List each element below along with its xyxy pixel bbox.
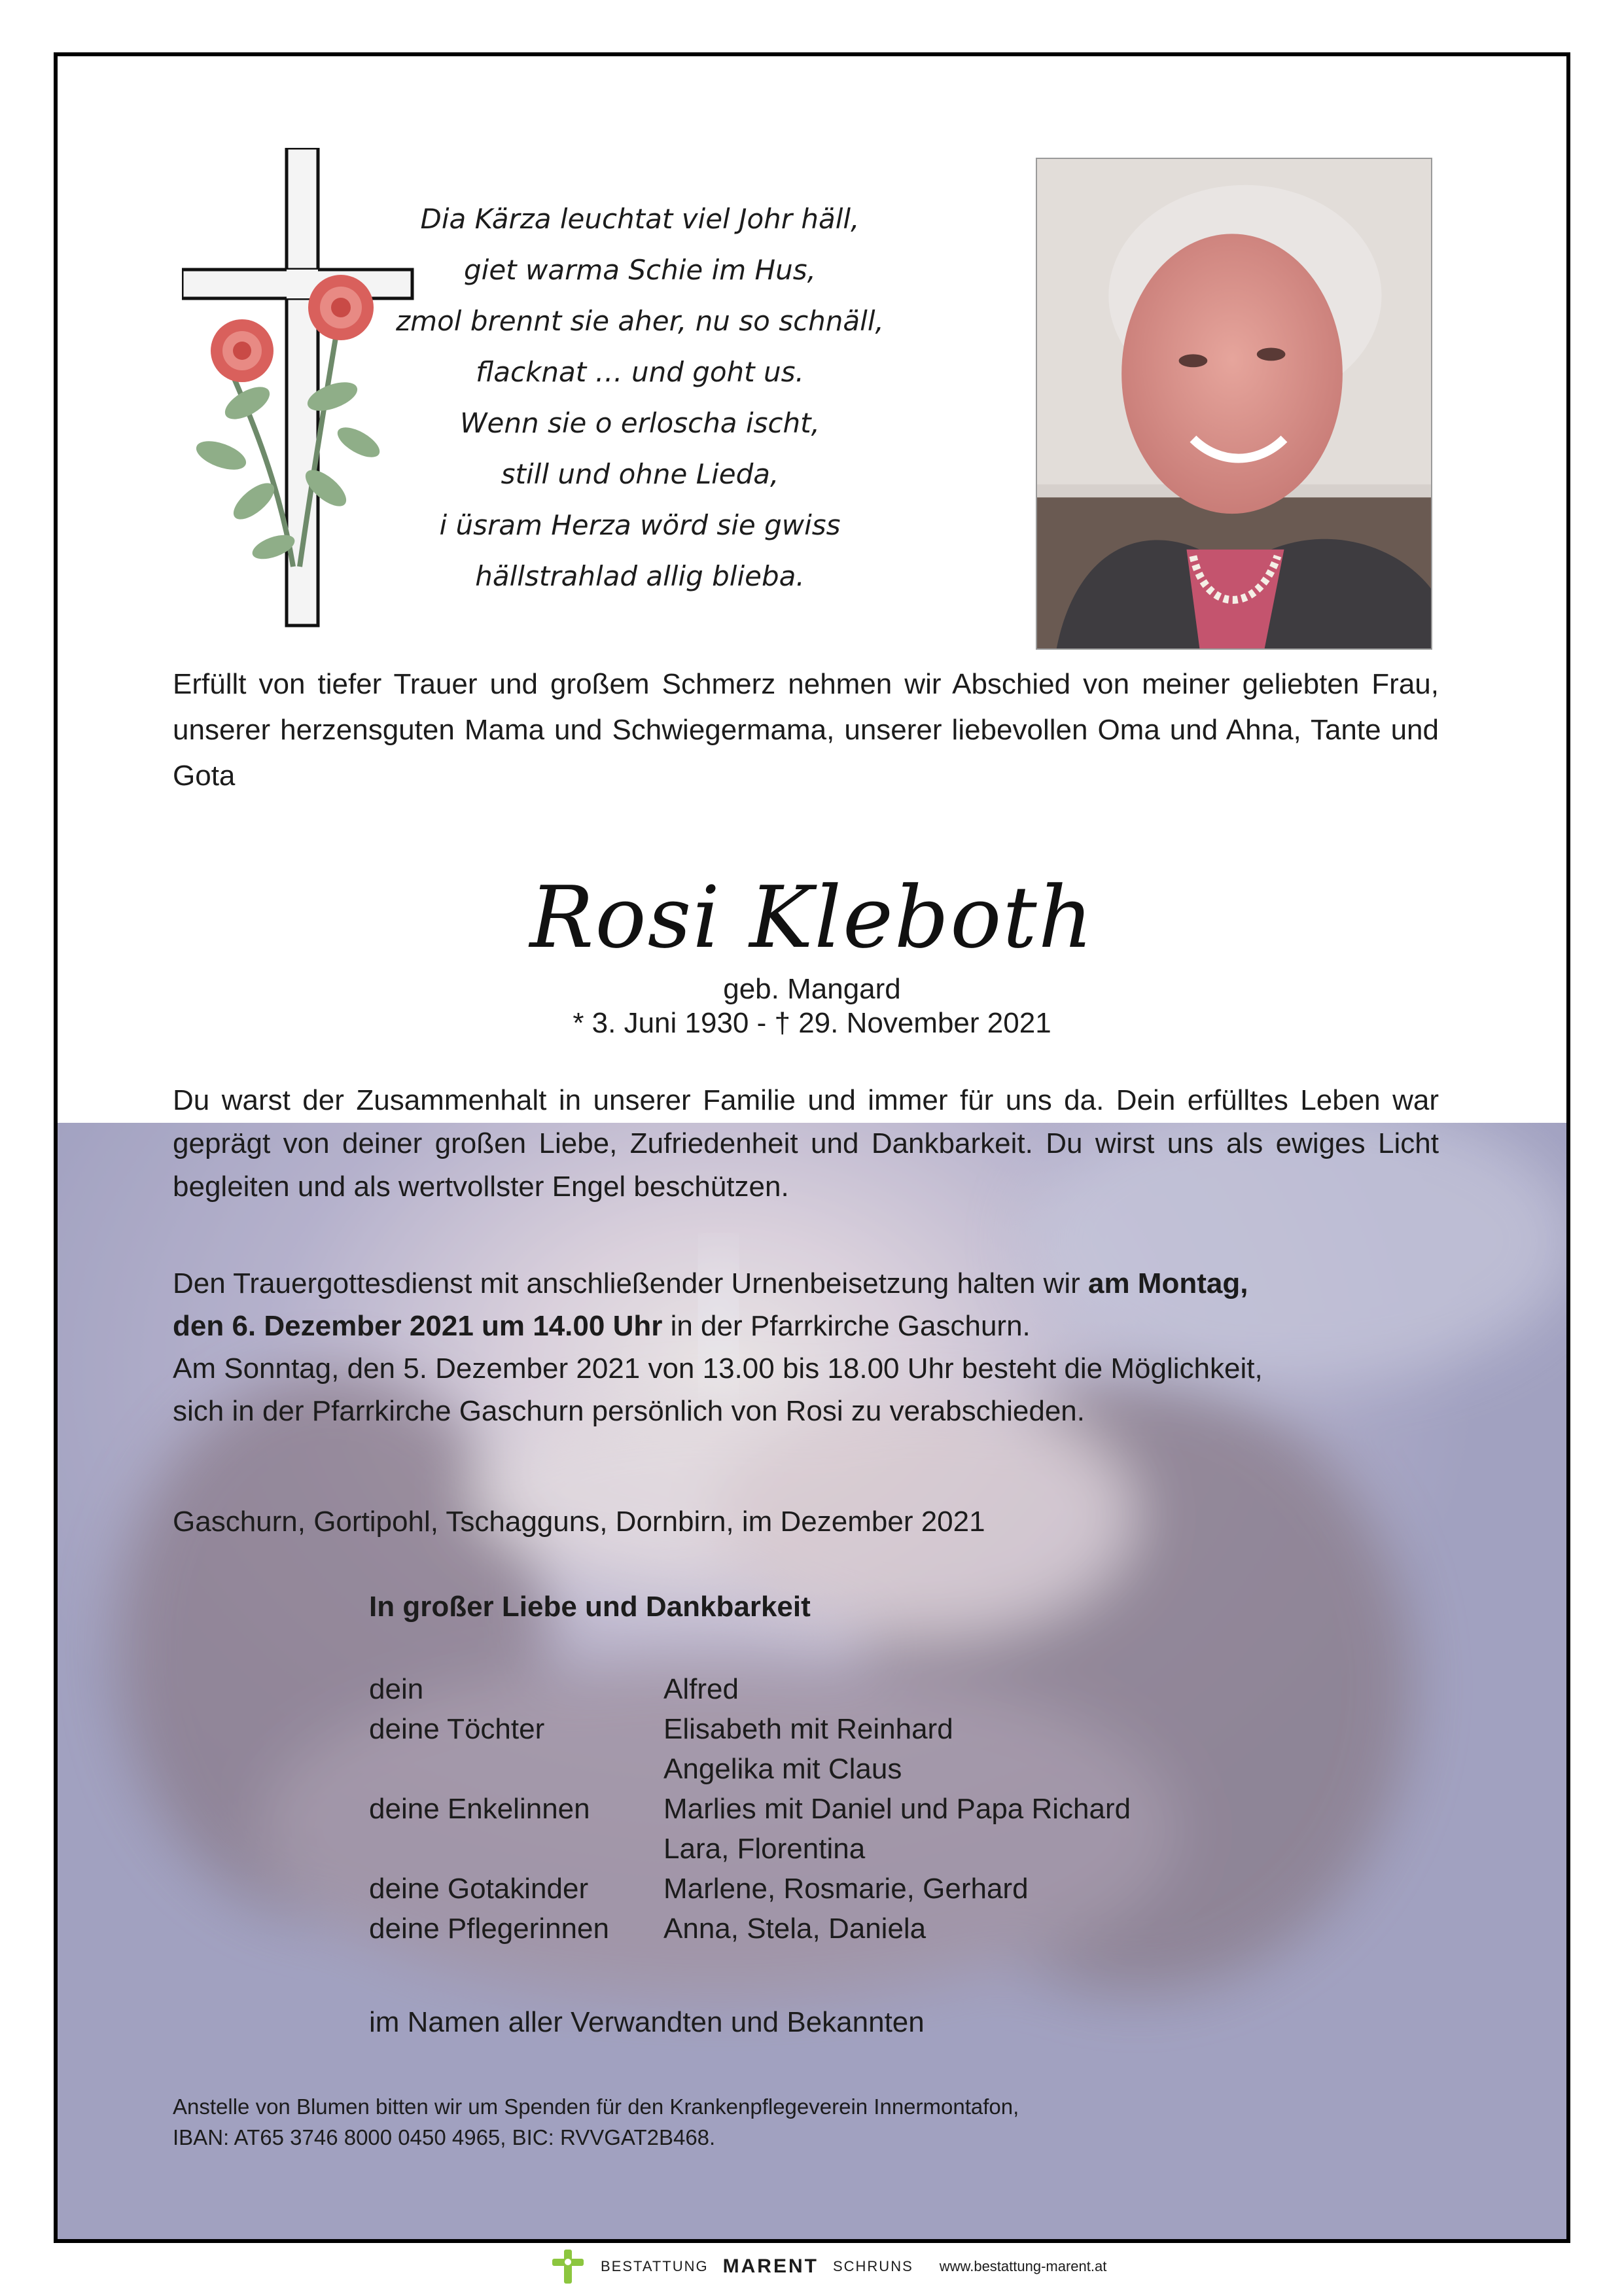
footer-bestattung: BESTATTUNG — [601, 2258, 709, 2274]
family-names: Alfred — [663, 1673, 739, 1705]
deceased-name: Rosi Kleboth — [529, 868, 1095, 967]
service-date-1: am Montag, — [1087, 1267, 1248, 1299]
family-relation: deine Töchter — [369, 1713, 545, 1745]
service-text-1: Den Trauergottesdienst mit anschließender Urnenbeisetzung halten wir — [173, 1267, 1088, 1299]
poem-line: Wenn sie o erloscha ischt, — [460, 407, 820, 439]
family-relation: dein — [369, 1673, 424, 1705]
family-row — [369, 1789, 1131, 1829]
poem-line: i üsram Herza wörd sie gwiss — [439, 509, 841, 541]
family-relation: deine Gotakinder — [369, 1873, 589, 1905]
service-date-2: den 6. Dezember 2021 um 14.00 Uhr — [173, 1310, 663, 1342]
service-info — [173, 1262, 1439, 1432]
life-dates: * 3. Juni 1930 - † 29. November 2021 — [573, 1007, 1051, 1039]
poem — [385, 194, 895, 602]
family-row — [369, 1909, 1131, 1949]
closing-phrase: In großer Liebe und Dankbarkeit — [369, 1591, 811, 1623]
donation-line: IBAN: AT65 3746 8000 0450 4965, BIC: RVVGAT2B468. — [173, 2125, 716, 2149]
viewing-text-2: sich in der Pfarrkirche Gaschurn persönlich von Rosi zu verabschieden. — [173, 1395, 1085, 1427]
intro-text: Erfüllt von tiefer Trauer und großem Schmerz nehmen wir Abschied von meiner geliebten Frau, unserer herzensguten Mama und Schwiegermama, unserer liebevollen Oma und Ahna, Tante und Gota — [173, 668, 1439, 792]
footer — [0, 2248, 1624, 2287]
maiden-name: geb. Mangard — [723, 973, 901, 1005]
donation-line: Anstelle von Blumen bitten wir um Spenden für den Krankenpflegeverein Innermontafon, — [173, 2094, 1019, 2119]
footer-town: SCHRUNS — [832, 2258, 913, 2274]
service-text-2: in der Pfarrkirche Gaschurn. — [662, 1310, 1031, 1342]
poem-line: Dia Kärza leuchtat viel Johr häll, — [420, 203, 860, 235]
family-names: Angelika mit Claus — [663, 1753, 902, 1785]
poem-line: zmol brennt sie aher, nu so schnäll, — [396, 305, 884, 337]
family-relation: deine Enkelinnen — [369, 1793, 590, 1825]
poem-line: giet warma Schie im Hus, — [464, 254, 816, 286]
family-names: Lara, Florentina — [663, 1833, 866, 1865]
obituary-frame — [54, 52, 1570, 2243]
birth-death-info — [58, 972, 1566, 1040]
on-behalf-text: im Namen aller Verwandten und Bekannten — [369, 2006, 925, 2038]
poem-line: still und ohne Lieda, — [501, 458, 779, 490]
family-row — [369, 1669, 1131, 1709]
viewing-text-1: Am Sonntag, den 5. Dezember 2021 von 13.00 bis 18.00 Uhr besteht die Möglichkeit, — [173, 1352, 1263, 1385]
family-names: Marlene, Rosmarie, Gerhard — [663, 1873, 1029, 1905]
family-row — [369, 1749, 1131, 1789]
family-names: Anna, Stela, Daniela — [663, 1913, 927, 1945]
family-relation — [369, 1829, 663, 1869]
footer-company: MARENT — [722, 2255, 819, 2277]
family-names: Marlies mit Daniel und Papa Richard — [663, 1793, 1131, 1825]
poem-line: flacknat … und goht us. — [476, 356, 804, 388]
portrait-photo — [1036, 158, 1432, 650]
family-relation: deine Pflegerinnen — [369, 1913, 609, 1945]
donation-note — [173, 2091, 1019, 2153]
family-list — [369, 1669, 1131, 1949]
family-relation — [369, 1749, 663, 1789]
family-names: Elisabeth mit Reinhard — [663, 1713, 953, 1745]
tribute-paragraph: Du warst der Zusammenhalt in unserer Familie und immer für uns da. Dein erfülltes Leben war geprägt von deiner großen Liebe, Zufriedenheit und Dankbarkeit. Du wirst uns als ewiges Licht begleiten und als wertvollster Engel beschützen. — [173, 1084, 1439, 1203]
place-and-date: Gaschurn, Gortipohl, Tschagguns, Dornbirn, im Dezember 2021 — [173, 1506, 985, 1538]
company-logo-icon — [550, 2248, 586, 2285]
cross-with-roses-icon — [182, 148, 417, 632]
poem-line: hällstrahlad allig blieba. — [475, 560, 805, 592]
family-row — [369, 1829, 1131, 1869]
family-row — [369, 1869, 1131, 1909]
footer-website-link[interactable]: www.bestattung-marent.at — [939, 2258, 1107, 2274]
family-row — [369, 1709, 1131, 1749]
